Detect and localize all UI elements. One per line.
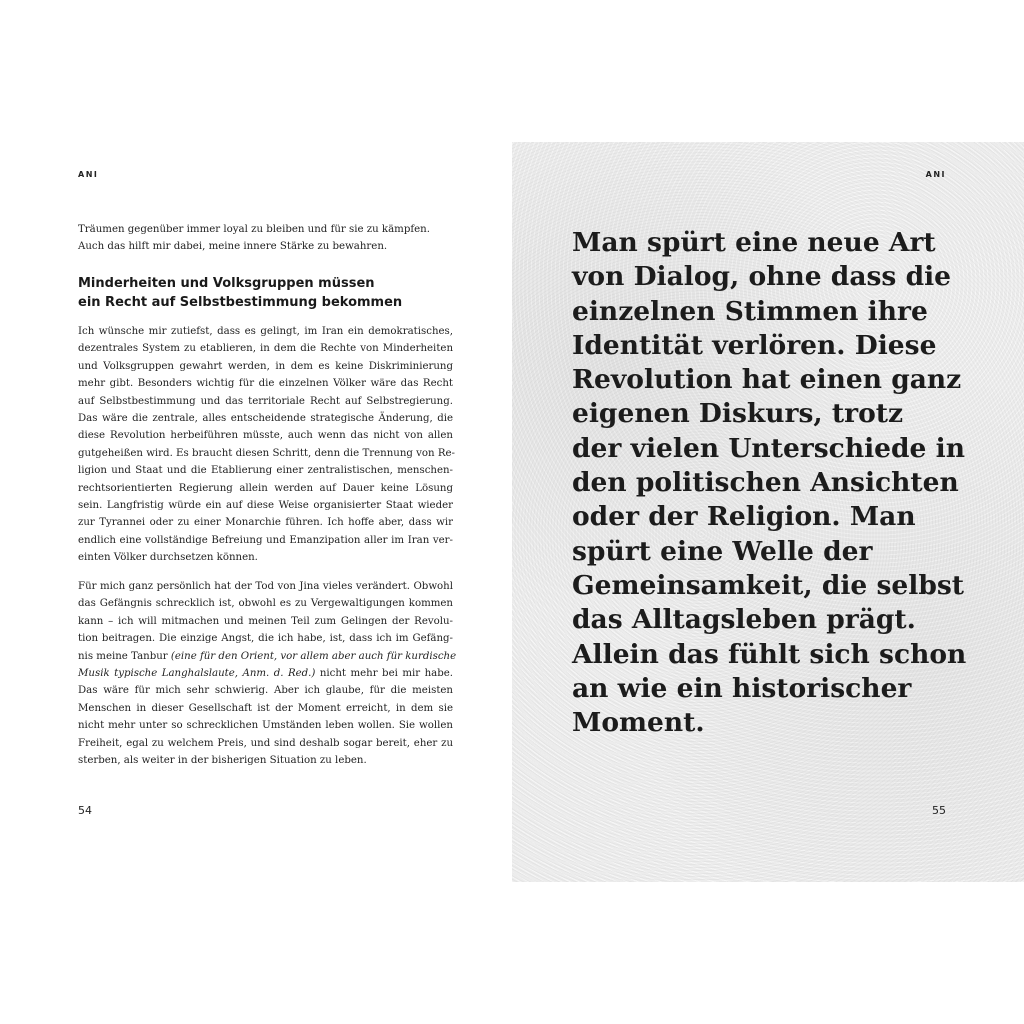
pull-quote [572, 226, 1012, 740]
text-line [78, 665, 453, 682]
quote-line: Allein das fühlt sich schon [572, 638, 967, 670]
quote-line: von Dialog, ohne dass die [572, 261, 952, 293]
text-line: auf Selbstbestimmung und das territoriale Recht auf Selbstregierung. [78, 395, 453, 407]
text-line: zur Tyrannei oder zu einer Monarchie führen. Ich hoffe aber, dass wir [78, 517, 453, 529]
quote-line: das Alltagsleben prägt. [572, 604, 916, 636]
editor-note-italic: Musik typische Langhalslaute, Anm. d. Red.) [78, 668, 316, 680]
text-line: ligion und Staat und die Etablierung einer zentralistischen, menschen- [78, 465, 453, 477]
editor-note-italic: (eine für den Orient, vor allem aber auch für kurdische [170, 650, 457, 662]
running-header-left: ANI [78, 170, 99, 179]
text-segment: nicht mehr bei mir habe. [315, 668, 453, 680]
text-line: gutgeheißen wird. Es braucht diesen Schritt, denn die Trennung von Re- [78, 447, 455, 459]
quote-line: Gemeinsamkeit, die selbst [572, 569, 965, 601]
text-line: kann – ich will mitmachen und meinen Teil zum Gelingen der Revolu- [78, 615, 453, 627]
text-line: nicht mehr unter so schrecklichen Umständen leben wollen. Sie wollen [78, 720, 453, 732]
quote-line: Revolution hat einen ganz [572, 364, 962, 396]
quote-line: spürt eine Welle der [572, 535, 873, 567]
heading-line: ein Recht auf Selbstbestimmung bekommen [78, 295, 403, 310]
text-line: das Gefängnis schrecklich ist, obwohl es zu Vergewaltigungen kommen [78, 598, 453, 610]
text-line: Ich wünsche mir zutiefst, dass es gelingt, im Iran ein demokratisches, [78, 326, 453, 337]
text-line: Menschen in dieser Gesellschaft ist der Moment erreicht, in dem sie [78, 702, 453, 714]
quote-line: einzelnen Stimmen ihre [572, 295, 928, 327]
page-number-left: 54 [78, 804, 92, 817]
text-line: Auch das hilft mir dabei, meine innere Stärke zu bewahren. [78, 241, 388, 253]
quote-line: Identität verlören. Diese [572, 329, 937, 361]
paragraph-minorities [78, 323, 453, 567]
quote-line: oder der Religion. Man [572, 501, 916, 533]
heading-line: Minderheiten und Volksgruppen müssen [78, 276, 375, 291]
paragraph-intro [78, 221, 453, 256]
text-line: Das wäre die zentrale, alles entscheidende strategische Änderung, die [78, 413, 453, 425]
text-line: sein. Langfristig würde ein auf diese Weise organisierter Staat wieder [78, 500, 453, 512]
right-page [512, 142, 1024, 882]
quote-line: der vielen Unterschiede in [572, 432, 965, 464]
text-line: und Volksgruppen gewahrt werden, in dem es keine Diskriminierung [78, 360, 453, 372]
text-line [78, 648, 457, 665]
text-line: sterben, als weiter in der bisherigen Situation zu leben. [78, 755, 367, 767]
text-line: tion beitragen. Die einzige Angst, die ich habe, ist, dass ich im Gefäng- [78, 633, 453, 645]
text-line: Für mich ganz persönlich hat der Tod von Jina vieles verändert. Obwohl [78, 581, 453, 592]
paragraph-personal [78, 578, 457, 769]
text-line: mehr gibt. Besonders wichtig für die einzelnen Völker wäre das Recht [78, 378, 453, 390]
section-heading [78, 274, 453, 312]
page-number-right: 55 [932, 804, 946, 817]
text-line: endlich eine vollständige Befreiung und Emanzipation aller im Iran ver- [78, 534, 453, 546]
quote-line: Man spürt eine neue Art [572, 227, 936, 258]
text-line: Freiheit, egal zu welchem Preis, und sind deshalb sogar bereit, eher zu [78, 737, 453, 749]
text-line: Das wäre für mich sehr schwierig. Aber ich glaube, für die meisten [78, 685, 453, 697]
text-line: rechtsorientierten Regierung allein werden auf Dauer keine Lösung [78, 482, 453, 494]
left-page [0, 142, 512, 882]
text-segment: nis meine Tanbur [78, 650, 171, 662]
quote-line: an wie ein historischer [572, 672, 912, 704]
text-line: diese Revolution herbeiführen müsste, auch wenn das nicht von allen [78, 430, 453, 442]
quote-line: den politischen Ansichten [572, 467, 959, 499]
quote-line: Moment. [572, 707, 705, 739]
quote-line: eigenen Diskurs, trotz [572, 398, 904, 430]
text-line: einten Völker durchsetzen können. [78, 552, 258, 564]
running-header-right: ANI [925, 170, 946, 179]
text-line: dezentrales System zu etablieren, in dem die Rechte von Minderheiten [78, 343, 453, 355]
text-line: Träumen gegenüber immer loyal zu bleiben und für sie zu kämpfen. [78, 224, 430, 235]
